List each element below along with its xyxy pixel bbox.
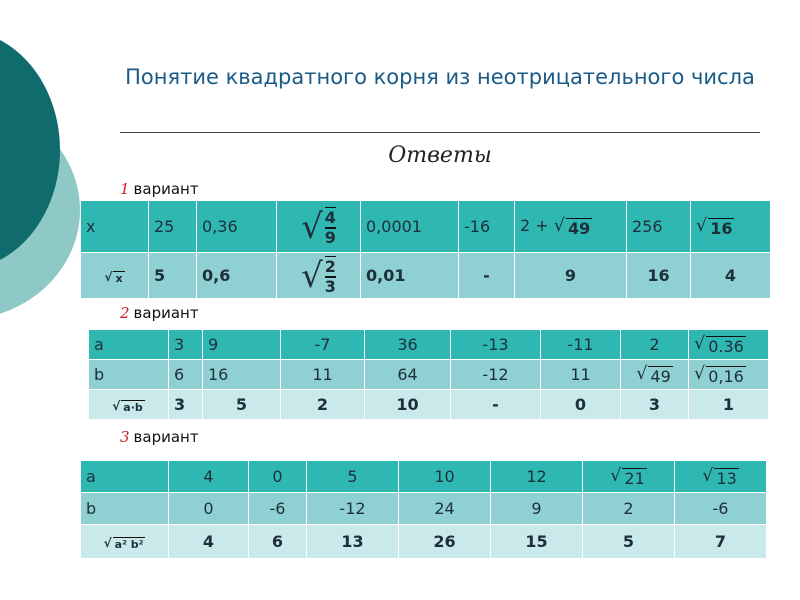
sqrt-icon: √ xyxy=(112,399,121,413)
table-cell: 0,0001 xyxy=(361,201,459,253)
fraction-denominator: 3 xyxy=(324,277,336,296)
table-cell: 2 xyxy=(281,390,365,420)
radicand: 0.36 xyxy=(708,336,744,356)
sqrt-icon: √ xyxy=(610,465,622,486)
table-cell-sqrt-fraction xyxy=(277,253,361,299)
sqrt-icon: √ xyxy=(104,270,113,284)
radicand: 16 xyxy=(710,218,733,238)
table-cell: -6 xyxy=(675,493,767,525)
row-header: b xyxy=(89,360,169,390)
table-cell: -16 xyxy=(459,201,515,253)
table-cell: 16 xyxy=(627,253,691,299)
table-cell: 9 xyxy=(515,253,627,299)
table-cell: 3 xyxy=(169,390,203,420)
variant-3-label xyxy=(120,428,199,446)
row-header-sqrt xyxy=(81,253,149,299)
table-cell: 9 xyxy=(203,330,281,360)
table-cell: 2 xyxy=(621,330,689,360)
table-cell: 10 xyxy=(365,390,451,420)
table-cell: 13 xyxy=(307,525,399,559)
table-cell: 10 xyxy=(399,461,491,493)
table-cell: 0,6 xyxy=(197,253,277,299)
table-cell: 4 xyxy=(691,253,771,299)
page-title: Понятие квадратного корня из неотрицательного числа xyxy=(125,65,755,89)
sqrt-icon: √ xyxy=(694,333,706,354)
table-cell: 1 xyxy=(689,390,769,420)
table-cell: 24 xyxy=(399,493,491,525)
table-cell: 11 xyxy=(281,360,365,390)
table-cell: 6 xyxy=(249,525,307,559)
fraction-numerator: 4 xyxy=(324,208,336,227)
variant-number: 3 xyxy=(120,428,130,446)
table-cell: 5 xyxy=(307,461,399,493)
table-row xyxy=(89,360,769,390)
table-cell: 0,36 xyxy=(197,201,277,253)
table-cell: 256 xyxy=(627,201,691,253)
table-cell-sqrt xyxy=(675,461,767,493)
row-header: x xyxy=(81,201,149,253)
table-cell: 7 xyxy=(675,525,767,559)
table-cell: 64 xyxy=(365,360,451,390)
title-divider xyxy=(120,132,760,133)
table-cell: - xyxy=(459,253,515,299)
page-subtitle: Ответы xyxy=(388,143,492,168)
table-cell: 0 xyxy=(541,390,621,420)
table-cell: 9 xyxy=(491,493,583,525)
radicand: 21 xyxy=(624,468,645,488)
table-cell: -7 xyxy=(281,330,365,360)
row-header-sqrt xyxy=(89,390,169,420)
radicand: a² b² xyxy=(114,538,144,551)
table-row xyxy=(81,461,767,493)
table-cell: 5 xyxy=(149,253,197,299)
radicand: x xyxy=(115,272,123,285)
table-row xyxy=(81,253,771,299)
sqrt-icon: √ xyxy=(702,465,714,486)
table-cell-sqrt-fraction xyxy=(277,201,361,253)
variant-number: 2 xyxy=(120,304,130,322)
radicand: 0,16 xyxy=(708,366,744,386)
variant-2-label xyxy=(120,304,199,322)
table-row xyxy=(89,390,769,420)
table-cell-sqrt xyxy=(583,461,675,493)
row-header-sqrt xyxy=(81,525,169,559)
table-cell: 2 xyxy=(583,493,675,525)
table-cell: 5 xyxy=(583,525,675,559)
variant-text: вариант xyxy=(133,304,199,322)
row-header: a xyxy=(89,330,169,360)
table-cell: 5 xyxy=(203,390,281,420)
sqrt-icon: √ xyxy=(696,215,708,236)
table-cell: 3 xyxy=(621,390,689,420)
table-cell: 12 xyxy=(491,461,583,493)
table-cell: 0,01 xyxy=(361,253,459,299)
radicand: 49 xyxy=(650,366,671,386)
radicand: 49 xyxy=(567,218,591,238)
table-cell: - xyxy=(451,390,541,420)
table-row xyxy=(81,493,767,525)
table-cell: -6 xyxy=(249,493,307,525)
sqrt-icon: √ xyxy=(694,363,706,384)
table-cell: 4 xyxy=(169,525,249,559)
table-cell: 15 xyxy=(491,525,583,559)
table-cell: 16 xyxy=(203,360,281,390)
variant-1-label xyxy=(120,180,199,198)
table-cell-sqrt xyxy=(689,360,769,390)
table-cell-sum xyxy=(515,201,627,253)
table-row xyxy=(81,525,767,559)
sqrt-icon: √ xyxy=(636,363,648,384)
table-cell: -12 xyxy=(307,493,399,525)
table-cell: 25 xyxy=(149,201,197,253)
table-cell-sqrt xyxy=(691,201,771,253)
sqrt-icon: √ xyxy=(553,215,565,236)
sqrt-icon: √ xyxy=(103,536,112,550)
table-cell: 4 xyxy=(169,461,249,493)
table-cell-sqrt xyxy=(621,360,689,390)
table-cell: 36 xyxy=(365,330,451,360)
variant-3-table xyxy=(80,460,767,559)
table-cell: 0 xyxy=(249,461,307,493)
radicand: a·b xyxy=(123,401,143,414)
table-cell: 0 xyxy=(169,493,249,525)
row-header: b xyxy=(81,493,169,525)
table-cell: 3 xyxy=(169,330,203,360)
table-cell: 11 xyxy=(541,360,621,390)
row-header: a xyxy=(81,461,169,493)
fraction-numerator: 2 xyxy=(324,257,336,276)
table-cell: 26 xyxy=(399,525,491,559)
table-row xyxy=(81,201,771,253)
table-cell: -11 xyxy=(541,330,621,360)
sqrt-icon: √ xyxy=(301,206,323,247)
variant-2-table xyxy=(88,329,769,420)
table-cell: 6 xyxy=(169,360,203,390)
variant-number: 1 xyxy=(120,180,130,198)
sqrt-icon: √ xyxy=(301,255,323,296)
radicand: 13 xyxy=(716,468,737,488)
table-cell: -13 xyxy=(451,330,541,360)
table-cell-sqrt xyxy=(689,330,769,360)
table-cell: -12 xyxy=(451,360,541,390)
variant-text: вариант xyxy=(133,428,199,446)
table-row xyxy=(89,330,769,360)
variant-text: вариант xyxy=(133,180,199,198)
fraction-denominator: 9 xyxy=(324,228,336,247)
variant-1-table xyxy=(80,200,771,299)
sum-prefix: 2 + xyxy=(520,215,549,235)
